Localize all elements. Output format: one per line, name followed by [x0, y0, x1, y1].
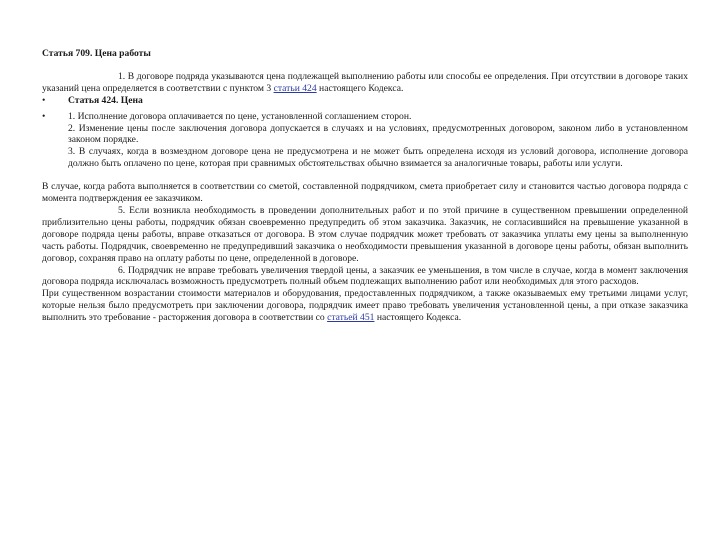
article-709-text-end: настоящего Кодекса. [316, 82, 404, 94]
bullet-marker: • [42, 110, 46, 122]
article-424-title: Статья 424. Цена [68, 94, 143, 106]
bullet-marker: • [42, 94, 46, 106]
article-709-text: 1. В договоре подряда указываются цена подлежащей выполнению работы или способы ее определения. При отсутствии в договоре таких указаний цена определяется в соответствии с пунктом 3 [42, 70, 688, 94]
smeta-paragraph: В случае, когда работа выполняется в соответствии со сметой, составленной подрядчиком, смета приобретает силу и становится частью договора подряда с момента подтверждения ее заказчиком. [42, 181, 688, 205]
paragraph-7-text: При существенном возрастании стоимости материалов и оборудования, предоставленных подрядчиком, а также оказываемых ему третьими лицами услуг, которые нельзя было предусмотреть при заключении договора, подрядчик имеет право требовать увеличения установленной цены, а при отказе заказчика выполнить это требование - расторжения договора в соответствии со [42, 288, 688, 324]
article-424-body [68, 111, 688, 171]
article-709-title: Статья 709. Цена работы [42, 48, 151, 59]
paragraph-6: 6. Подрядчик не вправе требовать увеличения твердой цены, а заказчик ее уменьшения, в том числе в случае, когда в момент заключения договора подряда исключалась возможность предусмотреть полный объем подлежащих выполнению работ или необходимых для этого расходов. [42, 264, 688, 288]
article-424-paragraph-2: 2. Изменение цены после заключения договора допускается в случаях и на условиях, предусмотренных договором, законом либо в установленном законом порядке. [68, 122, 688, 146]
paragraph-5: 5. Если возникла необходимость в проведении дополнительных работ и по этой причине в существенном превышении определенной приблизительно цены работы, подрядчик обязан своевременно предупредить об этом заказчика. Заказчик, не согласившийся на превышение указанной в договоре подряда цены работы, вправе отказаться от договора. В этом случае подрядчик может требовать от заказчика уплаты ему цены за выполненную часть работы. Подрядчик, своевременно не предупредивший заказчика о необходимости превышения указанной в договоре цены работы, обязан выполнить договор, сохраняя право на оплату работы по цене, определенной в договоре. [42, 204, 688, 264]
paragraph-7 [42, 288, 688, 324]
paragraph-7-text-end: настоящего Кодекса. [374, 312, 462, 324]
article-709-paragraph-1 [42, 71, 688, 95]
document-page [42, 48, 688, 324]
bullet-item [42, 95, 688, 107]
article-424-paragraph-3: 3. В случаях, когда в возмездном договоре цена не предусмотрена и не может быть определена исходя из условий договора, исполнение договора должно быть оплачено по цене, которая при сравнимых обстоятельствах обычно взимается за аналогичные товары, работы или услуги. [68, 146, 688, 170]
bullet-item [42, 111, 688, 171]
article-451-link[interactable]: статьей 451 [327, 312, 375, 324]
article-424-paragraph-1: 1. Исполнение договора оплачивается по цене, установленной соглашением сторон. [68, 110, 412, 122]
article-424-link[interactable]: статьи 424 [273, 82, 317, 94]
